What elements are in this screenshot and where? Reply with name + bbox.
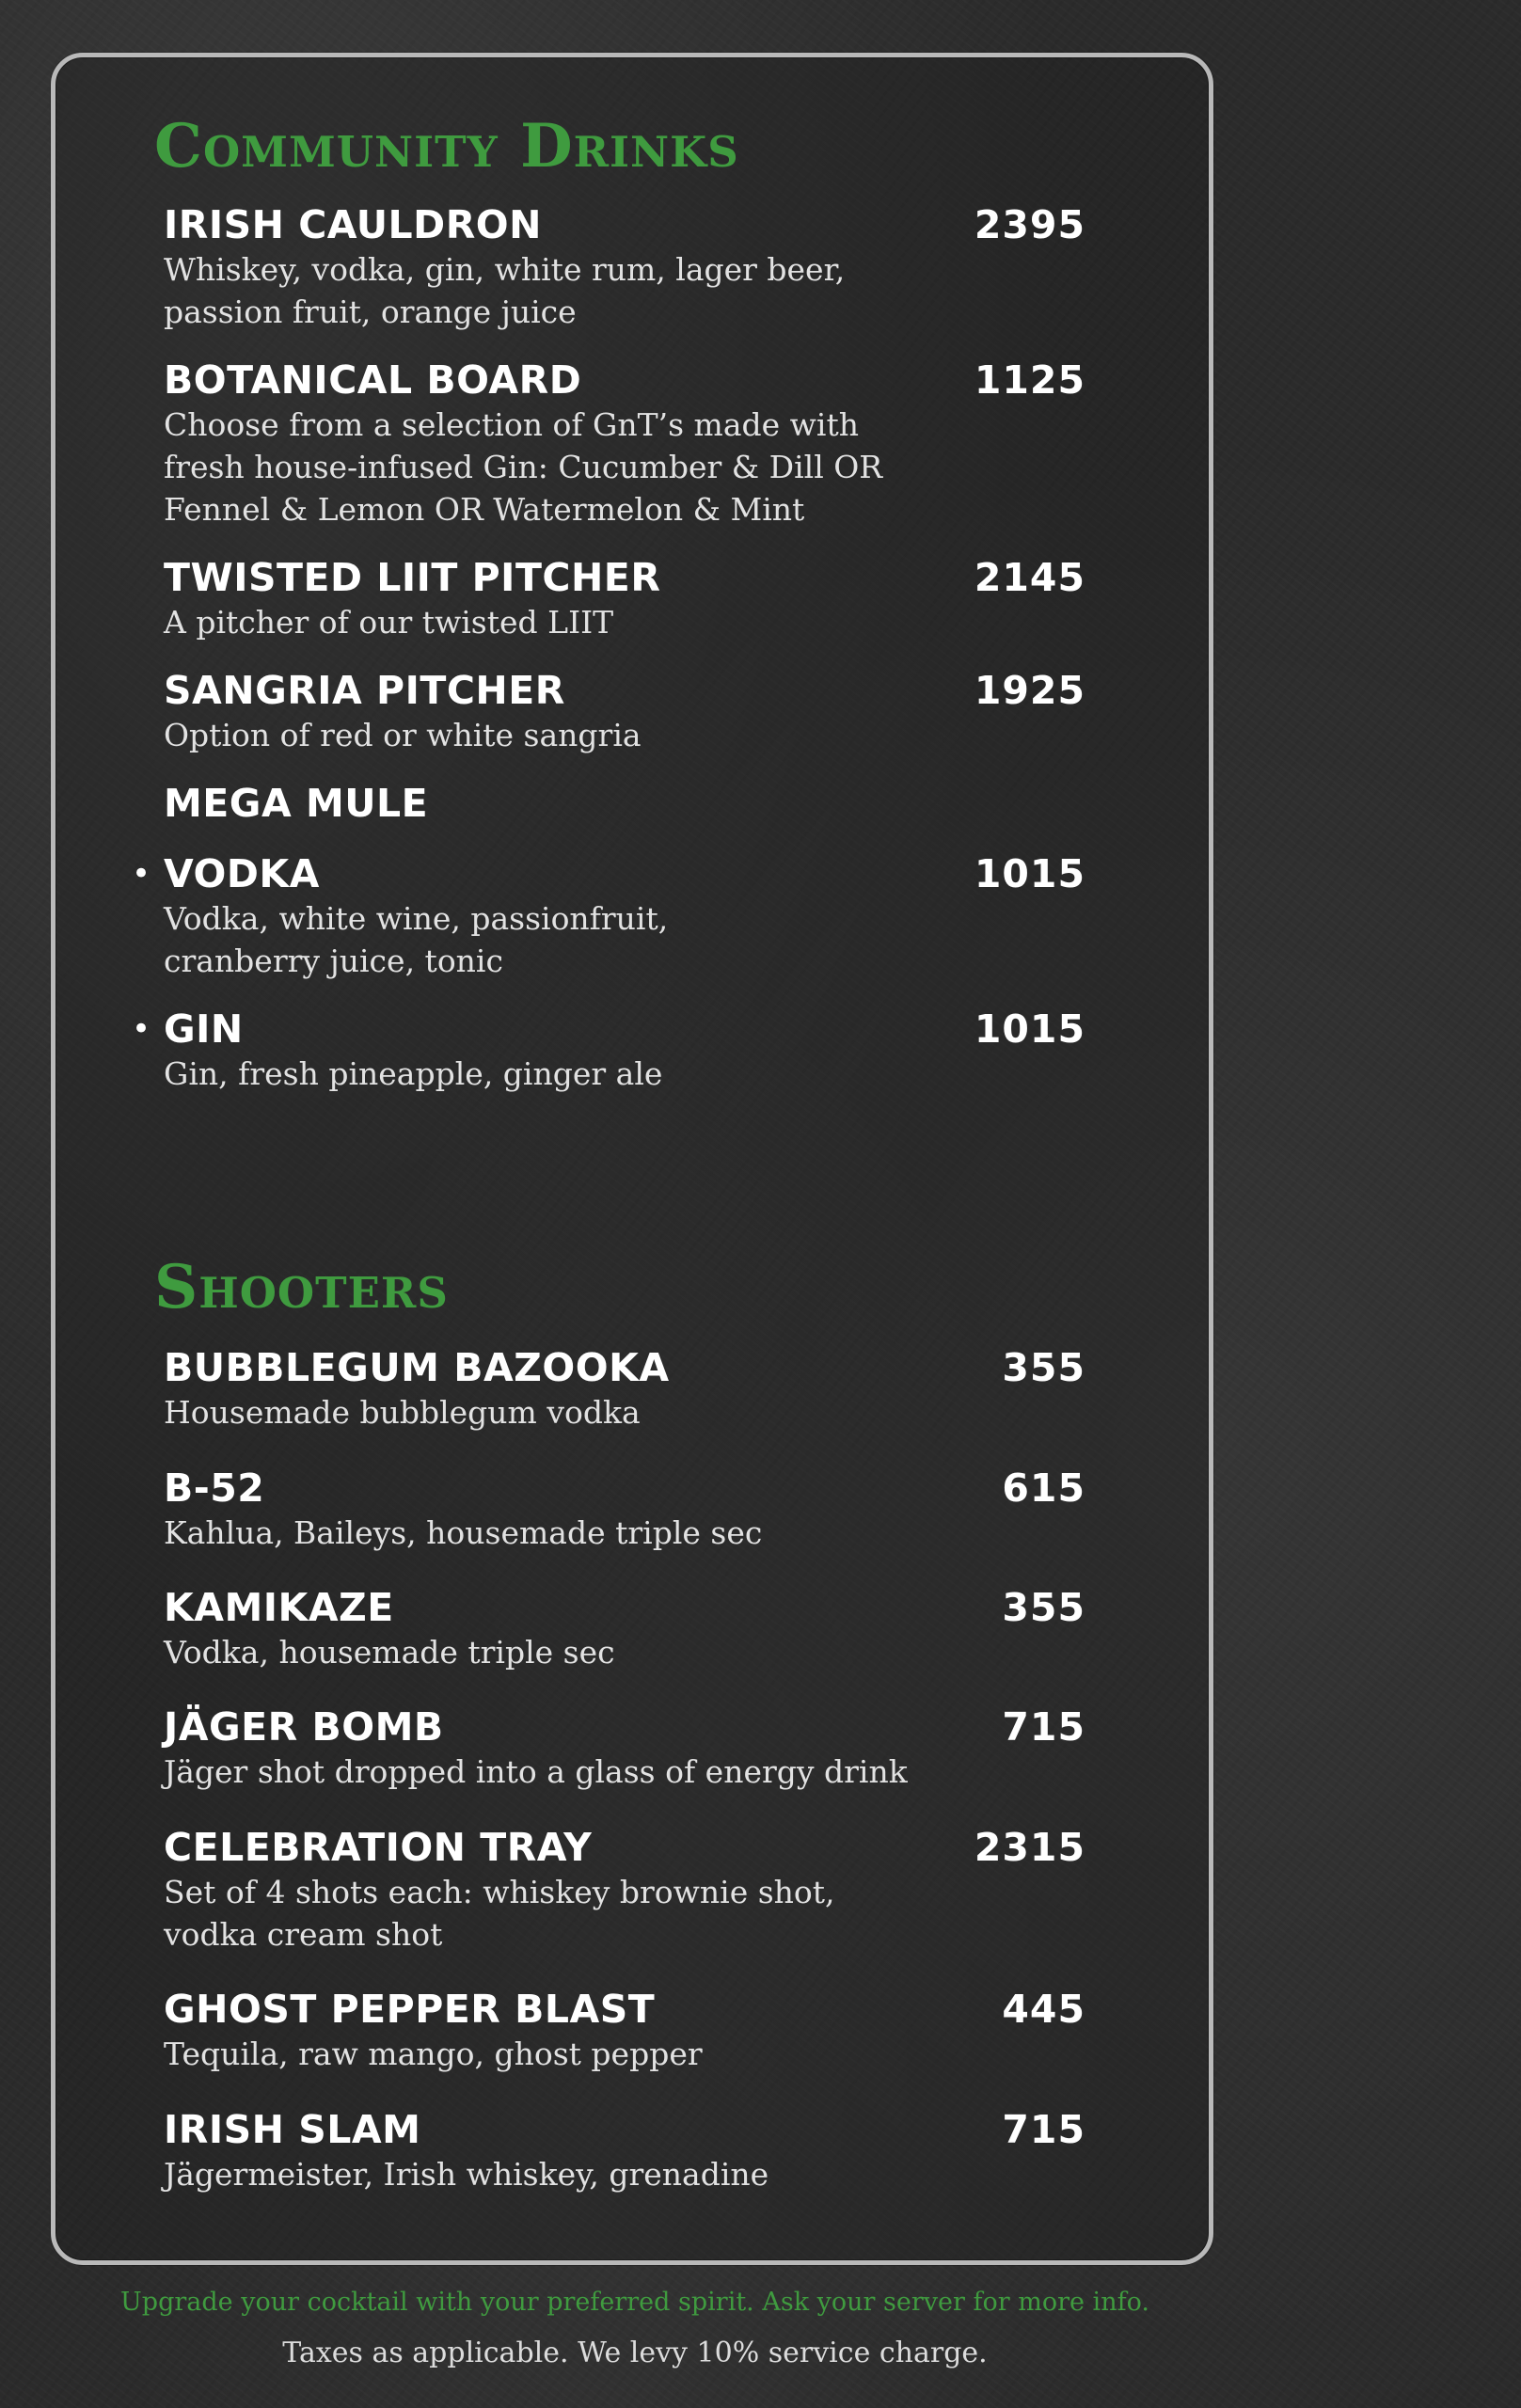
menu-item-jager-bomb [164, 1703, 1085, 1793]
item-name: GIN [164, 1006, 244, 1052]
item-price: 445 [1002, 1987, 1085, 2032]
item-price: 2395 [974, 202, 1085, 247]
item-description: Jäger shot dropped into a glass of energy drink [164, 1753, 908, 1790]
item-description: fresh house-infused Gin: Cucumber & Dill OR [164, 449, 883, 485]
item-name: KAMIKAZE [164, 1585, 394, 1630]
menu-item-celebration-tray [164, 1824, 1085, 1956]
menu-item-gin-mule [132, 1006, 1085, 1095]
item-description: A pitcher of our twisted LIIT [164, 604, 614, 641]
item-description: Housemade bubblegum vodka [164, 1394, 641, 1431]
item-description: Vodka, white wine, passionfruit, [164, 900, 669, 937]
item-price: 2145 [974, 555, 1085, 600]
section-title-shooters: Shooters [154, 1252, 449, 1323]
item-price: 715 [1002, 2107, 1085, 2152]
menu-item-ghost-pepper-blast [164, 1986, 1085, 2075]
item-price: 1125 [974, 357, 1085, 403]
item-description: Jägermeister, Irish whiskey, grenadine [164, 2156, 769, 2193]
item-description: passion fruit, orange juice [164, 293, 577, 330]
tax-note: Taxes as applicable. We levy 10% service charge. [282, 2337, 988, 2369]
menu-item-bubblegum-bazooka [164, 1344, 1085, 1434]
item-description: Kahlua, Baileys, housemade triple sec [164, 1514, 763, 1551]
menu-item-mega-mule [164, 780, 1085, 827]
menu-item-twisted-liit-pitcher [164, 554, 1085, 643]
item-name: BUBBLEGUM BAZOOKA [164, 1345, 670, 1390]
item-name: IRISH SLAM [164, 2107, 421, 2152]
item-name: TWISTED LIIT PITCHER [164, 555, 661, 600]
item-name: IRISH CAULDRON [164, 202, 542, 247]
item-name: CELEBRATION TRAY [164, 1825, 593, 1870]
item-price: 715 [1002, 1704, 1085, 1750]
item-price: 1925 [974, 668, 1085, 713]
item-description: Vodka, housemade triple sec [164, 1634, 615, 1671]
item-description: cranberry juice, tonic [164, 943, 503, 979]
item-price: 1015 [974, 851, 1085, 896]
item-name: MEGA MULE [164, 781, 429, 826]
item-price: 1015 [974, 1006, 1085, 1052]
item-name: GHOST PEPPER BLAST [164, 1987, 656, 2032]
menu-item-b-52 [164, 1465, 1085, 1554]
item-description: Choose from a selection of GnT’s made with [164, 406, 859, 443]
item-description: Gin, fresh pineapple, ginger ale [164, 1055, 663, 1092]
item-price: 355 [1002, 1345, 1085, 1390]
menu-item-kamikaze [164, 1584, 1085, 1673]
item-price: 2315 [974, 1825, 1085, 1870]
item-description: Tequila, raw mango, ghost pepper [164, 2036, 703, 2072]
item-name: VODKA [164, 851, 320, 896]
item-name: SANGRIA PITCHER [164, 668, 565, 713]
menu-item-vodka-mule [132, 850, 1085, 982]
item-price: 615 [1002, 1465, 1085, 1511]
item-description: vodka cream shot [164, 1916, 443, 1953]
bullet-point: • [132, 1010, 151, 1048]
bullet-point: • [132, 855, 151, 893]
item-name: BOTANICAL BOARD [164, 357, 582, 403]
menu-item-sangria-pitcher [164, 667, 1085, 756]
item-description: Set of 4 shots each: whiskey brownie shot, [164, 1874, 835, 1910]
item-name: JÄGER BOMB [164, 1704, 444, 1750]
item-name: B-52 [164, 1465, 265, 1511]
menu-item-irish-cauldron [164, 201, 1085, 333]
item-description: Whiskey, vodka, gin, white rum, lager beer, [164, 251, 846, 288]
menu-item-irish-slam [164, 2106, 1085, 2195]
upgrade-note: Upgrade your cocktail with your preferred spirit. Ask your server for more info. [120, 2288, 1149, 2317]
item-price: 355 [1002, 1585, 1085, 1630]
menu-item-botanical-board [164, 356, 1085, 531]
item-description: Option of red or white sangria [164, 717, 642, 753]
item-description: Fennel & Lemon OR Watermelon & Mint [164, 491, 805, 528]
section-title-community-drinks: Community Drinks [154, 111, 739, 182]
